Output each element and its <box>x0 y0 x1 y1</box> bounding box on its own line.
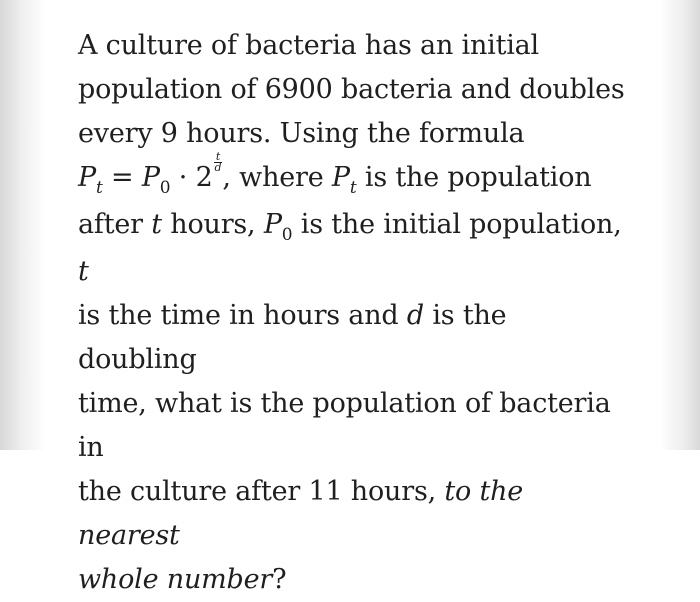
left-page-edge-shadow <box>0 0 46 450</box>
question-text <box>78 24 626 602</box>
question-line-5: after t hours, $P_0$ is the initial population, t <box>78 209 622 287</box>
question-line-9: whole number? <box>78 564 287 595</box>
question-line-7: time, what is the population of bacteria in <box>78 388 611 463</box>
question-line-6: is the time in hours and d is the doubling <box>78 300 507 375</box>
question-line-2: population of 6900 bacteria and doubles <box>78 74 625 105</box>
question-line-3: every 9 hours. Using the formula <box>78 118 525 149</box>
exponent-fraction: $\frac{t}{d}$ <box>214 150 222 174</box>
question-line-8: the culture after 11 hours, to the nearest <box>78 476 524 551</box>
growth-formula: $P_t = P_0 \cdot 2$ $\frac{t}{d}$ <box>78 150 222 198</box>
right-page-edge-shadow <box>660 0 700 450</box>
question-card <box>46 0 660 595</box>
question-line-4: $P_t = P_0 \cdot 2$ $\frac{t}{d}$ , where $P_t$ is the population <box>78 150 592 198</box>
question-line-1: A culture of bacteria has an initial <box>78 30 539 61</box>
